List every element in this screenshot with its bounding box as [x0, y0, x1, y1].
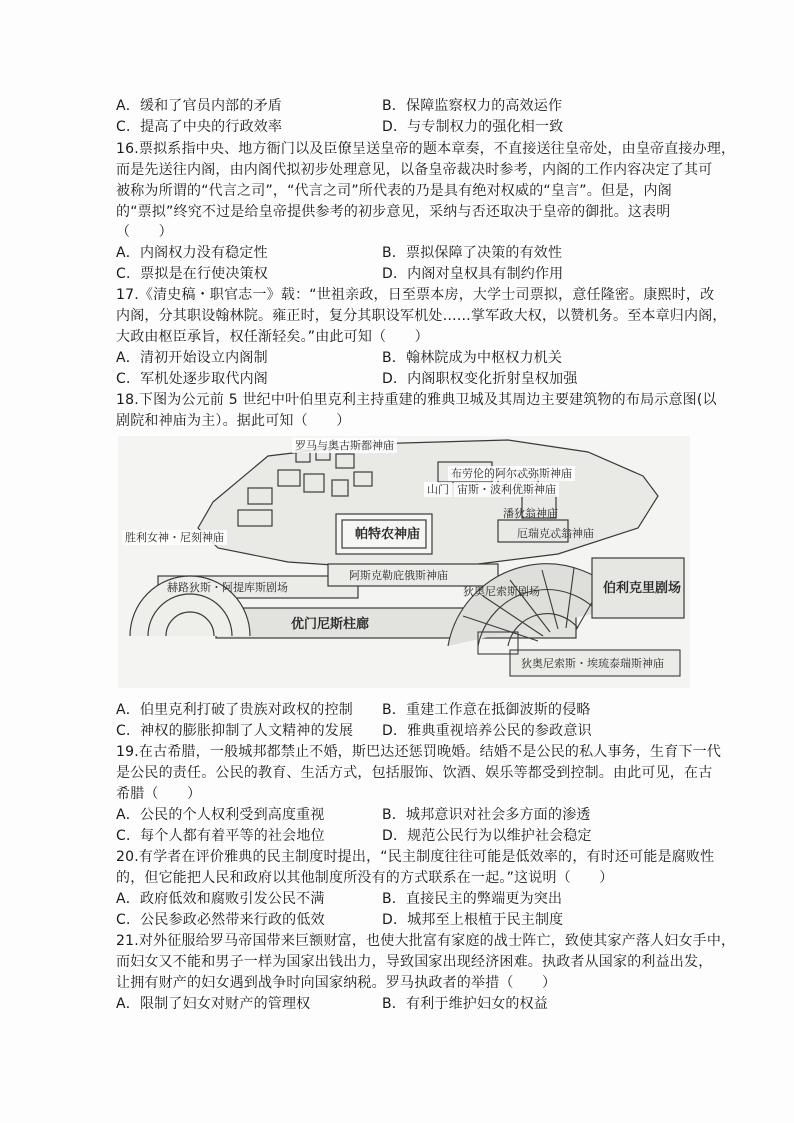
- q18-stem-line: 剧院和神庙为主）。据此可知（ ）: [116, 413, 351, 429]
- fig-label-dionysus-theatre: 狄奥尼索斯剧场: [463, 585, 540, 598]
- fig-label-zeus-polieus: 宙斯・波利优斯神庙: [454, 482, 559, 497]
- fig-label-pandion: 潘狄翁神庙: [503, 507, 558, 520]
- acropolis-layout-figure: [118, 436, 690, 688]
- q20-stem-line: 的，但它能把人民和政府以其他制度所没有的方式联系在一起。”这说明（ ）: [116, 870, 614, 886]
- q21-stem-line: 让拥有财产的妇女遇到战争时向国家纳税。罗马执政者的举措（ ）: [116, 975, 557, 991]
- q20-option-c[interactable]: C．公民参政必然带来行政的低效: [116, 912, 325, 928]
- q17-option-b[interactable]: B．翰林院成为中枢权力机关: [382, 350, 563, 366]
- fig-label-eumenes: 优门尼斯柱廊: [291, 617, 370, 632]
- q16-stem-line: 被称为所谓的“代言之司”，“代言之司”所代表的乃是具有绝对权威的“皇言”。但是，内阁: [116, 183, 672, 199]
- q16-stem-line: 而是先送往内阁，由内阁代拟初步处理意见，以备皇帝裁决时参考，内阁的工作内容决定了其可: [116, 162, 713, 178]
- acropolis-sketch-svg: [118, 436, 690, 688]
- q18-option-a[interactable]: A．伯里克利打破了贵族对政权的控制: [116, 702, 353, 718]
- q21-option-a[interactable]: A．限制了妇女对财产的管理权: [116, 996, 311, 1012]
- fig-label-nike: 胜利女神・尼刻神庙: [122, 530, 227, 545]
- q15-option-c[interactable]: C．提高了中央的行政效率: [116, 119, 283, 135]
- q16-option-b[interactable]: B．票拟保障了决策的有效性: [382, 245, 563, 261]
- fig-label-parthenon: 帕特农神庙: [355, 527, 421, 542]
- q19-stem-line: 希腊（ ）: [116, 786, 202, 802]
- q17-stem-line: 内阁，分其职设翰林院。雍正时，复分其职设军机处……掌军政大权，以赞机务。至本章归内阁，: [116, 308, 727, 324]
- q16-option-d[interactable]: D．内阁对皇权具有制约作用: [382, 266, 564, 282]
- q16-stem-line: 的“票拟”终究不过是给皇帝提供参考的初步意见，采纳与否还取决于皇帝的御批。这表明: [116, 204, 671, 220]
- q21-option-b[interactable]: B．有利于维护妇女的权益: [382, 996, 549, 1012]
- q17-stem-line: 大政由枢臣承旨，权任渐轻矣。”由此可知（ ）: [116, 329, 429, 345]
- fig-label-erechtheion: 厄瑞克忒翁神庙: [517, 527, 594, 540]
- q15-option-a[interactable]: A．缓和了官员内部的矛盾: [116, 98, 282, 114]
- q15-option-b[interactable]: B．保障监察权力的高效运作: [382, 98, 563, 114]
- q20-option-b[interactable]: B．直接民主的弊端更为突出: [382, 891, 563, 907]
- q17-option-a[interactable]: A．清初开始设立内阁制: [116, 350, 268, 366]
- q18-stem-line: 18.下图为公元前 5 世纪中叶伯里克利主持重建的雅典卫城及其周边主要建筑物的布局示意图(以: [116, 392, 717, 408]
- q17-option-c[interactable]: C．军机处逐步取代内阁: [116, 371, 268, 387]
- q19-option-d[interactable]: D．规范公民行为以维护社会稳定: [382, 828, 592, 844]
- q19-stem-line: 19.在古希腊，一般城邦都禁止不婚，斯巴达还惩罚晚婚。结婚不是公民的私人事务，生育下一代: [116, 744, 722, 760]
- q16-option-c[interactable]: C．票拟是在行使决策权: [116, 266, 268, 282]
- q19-option-b[interactable]: B．城邦意识对社会多方面的渗透: [382, 807, 591, 823]
- q19-stem-line: 是公民的责任。公民的教育、生活方式，包括服饰、饮酒、娱乐等都受到控制。由此可见，在古: [116, 765, 713, 781]
- fig-label-asclepius: 阿斯克勒庇俄斯神庙: [349, 569, 448, 582]
- q19-option-c[interactable]: C．每个人都有着平等的社会地位: [116, 828, 325, 844]
- q21-stem-line: 而妇女又不能和男子一样为国家出钱出力，导致国家出现经济困难。执政者从国家的利益出发，: [116, 954, 713, 970]
- q18-option-c[interactable]: C．神权的膨胀抑制了人文精神的发展: [116, 723, 354, 739]
- fig-label-roma: 罗马与奥古斯都神庙: [292, 438, 397, 453]
- q15-option-d[interactable]: D．与专制权力的强化相一致: [382, 119, 564, 135]
- q19-option-a[interactable]: A．公民的个人权利受到高度重视: [116, 807, 325, 823]
- fig-label-artemis: 布劳伦的阿尔忒弥斯神庙: [448, 466, 575, 481]
- q16-option-a[interactable]: A．内阁权力没有稳定性: [116, 245, 268, 261]
- fig-label-herodes: 赫路狄斯・阿提库斯剧场: [167, 581, 288, 594]
- fig-label-dionysus-temple: 狄奥尼索斯・埃琉泰瑞斯神庙: [521, 657, 664, 670]
- q16-stem-line: 16.票拟系指中央、地方衙门以及臣僚呈送皇帝的题本章奏，不直接送往皇帝处，由皇帝直接办理，: [116, 141, 736, 157]
- q16-answer-blank: （ ）: [116, 224, 173, 240]
- q17-stem-line: 17.《清史稿・职官志一》载：“世祖亲政，日至票本房，大学士司票拟，意任隆密。康熙时，改: [116, 287, 715, 303]
- q17-option-d[interactable]: D．内阁职权变化折射皇权加强: [382, 371, 578, 387]
- q21-stem-line: 21.对外征服给罗马帝国带来巨额财富，也使大批富有家庭的战士阵亡，致使其家产落人妇女手中，: [116, 933, 736, 949]
- q18-option-d[interactable]: D．雅典重视培养公民的参政意识: [382, 723, 592, 739]
- q18-option-b[interactable]: B．重建工作意在抵御波斯的侵略: [382, 702, 591, 718]
- q20-option-a[interactable]: A．政府低效和腐败引发公民不满: [116, 891, 325, 907]
- fig-label-propylaea: 山门: [424, 482, 452, 497]
- fig-label-pericles-odeon: 伯利克里剧场: [603, 581, 682, 596]
- q20-stem-line: 20.有学者在评价雅典的民主制度时提出，“民主制度往往可能是低效率的，有时还可能是腐败性: [116, 849, 715, 865]
- q20-option-d[interactable]: D．城邦至上根植于民主制度: [382, 912, 564, 928]
